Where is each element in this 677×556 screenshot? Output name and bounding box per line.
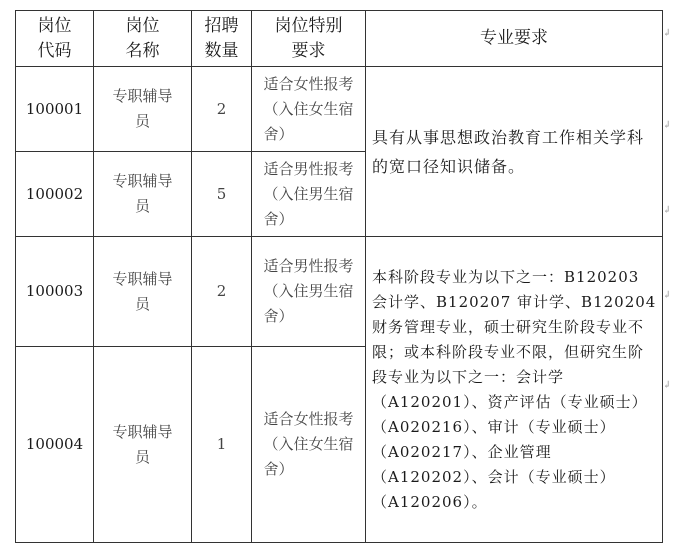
special-requirement: 适合女性报考（入住女生宿舍）	[252, 347, 366, 543]
hiring-count: 2	[192, 237, 252, 347]
row-end-mark: ↲	[662, 290, 671, 301]
position-code: 100004	[16, 347, 94, 543]
row-end-mark: ↲	[662, 205, 671, 216]
header-major-requirements: 专业要求	[366, 11, 663, 67]
header-special-requirements: 岗位特别要求	[252, 11, 366, 67]
row-end-mark: ↲	[662, 28, 671, 39]
special-requirement: 适合男性报考（入住男生宿舍）	[252, 152, 366, 237]
position-code: 100003	[16, 237, 94, 347]
table-row	[16, 67, 663, 152]
hiring-count: 5	[192, 152, 252, 237]
table-row	[16, 237, 663, 347]
special-requirement: 适合男性报考（入住男生宿舍）	[252, 237, 366, 347]
recruitment-table	[15, 10, 663, 543]
hiring-count: 2	[192, 67, 252, 152]
position-code: 100001	[16, 67, 94, 152]
position-name: 专职辅导员	[94, 152, 192, 237]
major-requirement-group-1: 具有从事思想政治教育工作相关学科的宽口径知识储备。	[366, 67, 663, 237]
header-hiring-count: 招聘数量	[192, 11, 252, 67]
row-end-mark: ↲	[662, 120, 671, 131]
special-requirement: 适合女性报考（入住女生宿舍）	[252, 67, 366, 152]
hiring-count: 1	[192, 347, 252, 543]
position-name: 专职辅导员	[94, 237, 192, 347]
major-requirement-group-2: 本科阶段专业为以下之一：B120203 会计学、B120207 审计学、B120204 财务管理专业，硕士研究生阶段专业不限；或本科阶段专业不限，但研究生阶段专业为以下之一：会计学（A120201）、资产评估（专业硕士）（A020216）、审计（专业硕士）（A020217）、企业管理（A120202）、会计（专业硕士）（A120206）。	[366, 237, 663, 543]
table-header-row	[16, 11, 663, 67]
position-name: 专职辅导员	[94, 67, 192, 152]
header-position-code: 岗位代码	[16, 11, 94, 67]
position-name: 专职辅导员	[94, 347, 192, 543]
header-position-name: 岗位名称	[94, 11, 192, 67]
row-end-mark: ↲	[662, 380, 671, 391]
position-code: 100002	[16, 152, 94, 237]
